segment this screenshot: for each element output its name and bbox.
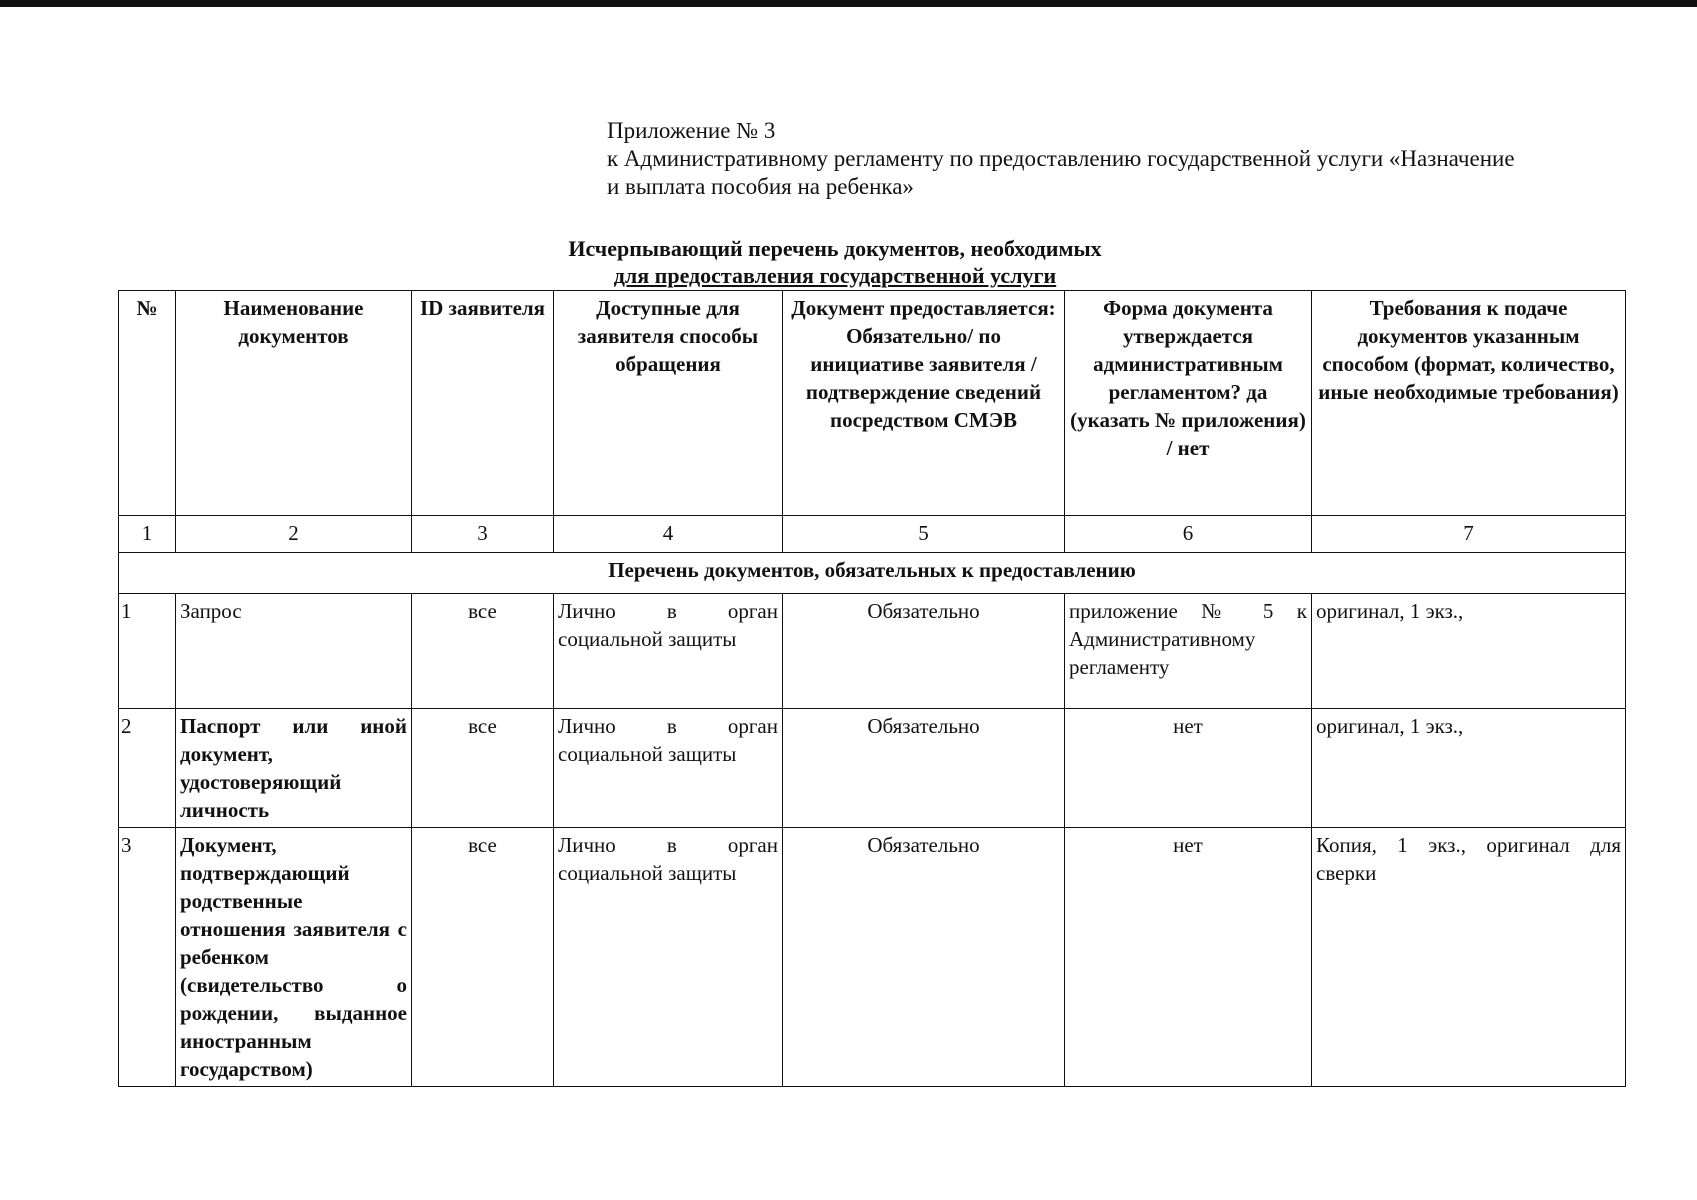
submission-method: Лично в орган социальной защиты bbox=[554, 709, 783, 828]
submission-requirements: оригинал, 1 экз., bbox=[1312, 709, 1626, 828]
applicant-id: все bbox=[412, 709, 554, 828]
header-cell-name: Наименование документов bbox=[176, 291, 412, 516]
column-number: 1 bbox=[119, 516, 176, 553]
column-number: 5 bbox=[783, 516, 1065, 553]
document-name: Паспорт или иной документ, удостоверяющий личность bbox=[176, 709, 412, 828]
column-number: 6 bbox=[1065, 516, 1312, 553]
column-number-row bbox=[119, 516, 1626, 553]
table-row bbox=[119, 828, 1626, 1087]
applicant-id: все bbox=[412, 594, 554, 709]
top-border bbox=[0, 0, 1697, 7]
appendix-reference-line2: и выплата пособия на ребенка» bbox=[607, 174, 914, 199]
header-row bbox=[119, 291, 1626, 516]
appendix-number: Приложение № 3 bbox=[607, 118, 776, 143]
column-number: 2 bbox=[176, 516, 412, 553]
row-number: 2 bbox=[119, 709, 176, 828]
header-cell-provided: Документ предоставляется: Обязательно/ по инициативе заявителя /подтверждение сведений посредством СМЭВ bbox=[783, 291, 1065, 516]
applicant-id: все bbox=[412, 828, 554, 1087]
row-number: 3 bbox=[119, 828, 176, 1087]
document-name: Запрос bbox=[176, 594, 412, 709]
table-row bbox=[119, 594, 1626, 709]
documents-table bbox=[118, 290, 1626, 1087]
provision-type: Обязательно bbox=[783, 594, 1065, 709]
document-title bbox=[530, 235, 1140, 289]
header-cell-requirements: Требования к подаче документов указанным способом (формат, количество, иные необходимые требования) bbox=[1312, 291, 1626, 516]
provision-type: Обязательно bbox=[783, 709, 1065, 828]
table-row bbox=[119, 709, 1626, 828]
appendix-reference-line1: к Административному регламенту по предоставлению государственной услуги «Назначение bbox=[607, 146, 1515, 171]
row-number: 1 bbox=[119, 594, 176, 709]
submission-requirements: Копия, 1 экз., оригинал для сверки bbox=[1312, 828, 1626, 1087]
form-approval: нет bbox=[1065, 828, 1312, 1087]
header-cell-id: ID заявителя bbox=[412, 291, 554, 516]
submission-method: Лично в орган социальной защиты bbox=[554, 594, 783, 709]
column-number: 4 bbox=[554, 516, 783, 553]
document-name: Документ, подтверждающий родственные отношения заявителя с ребенком (свидетельство о рождении, выданное иностранным государством) bbox=[176, 828, 412, 1087]
section-row bbox=[119, 553, 1626, 594]
column-number: 7 bbox=[1312, 516, 1626, 553]
form-approval: приложение № 5 к Административному регламенту bbox=[1065, 594, 1312, 709]
title-line2: для предоставления государственной услуги bbox=[613, 263, 1057, 288]
submission-method: Лично в орган социальной защиты bbox=[554, 828, 783, 1087]
header-cell-number: № bbox=[119, 291, 176, 516]
column-number: 3 bbox=[412, 516, 554, 553]
provision-type: Обязательно bbox=[783, 828, 1065, 1087]
header-cell-method: Доступные для заявителя способы обращения bbox=[554, 291, 783, 516]
header-cell-form: Форма документа утверждается административным регламентом? да (указать № приложения) / нет bbox=[1065, 291, 1312, 516]
form-approval: нет bbox=[1065, 709, 1312, 828]
title-line1: Исчерпывающий перечень документов, необходимых bbox=[568, 236, 1102, 261]
appendix-header bbox=[607, 117, 1607, 201]
submission-requirements: оригинал, 1 экз., bbox=[1312, 594, 1626, 709]
section-title: Перечень документов, обязательных к предоставлению bbox=[119, 553, 1626, 594]
